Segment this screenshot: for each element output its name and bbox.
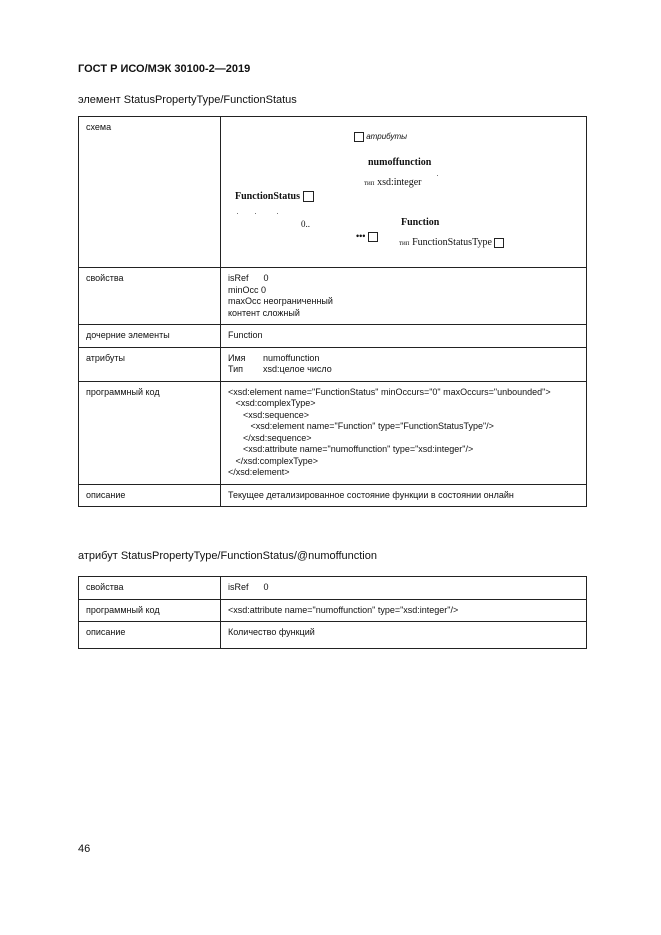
element-caption: элемент StatusPropertyType/FunctionStatus (78, 94, 297, 106)
element-node (235, 191, 314, 203)
element-box-icon (303, 191, 314, 202)
children-label: дочерние элементы (79, 325, 221, 348)
attributes-group (354, 131, 407, 143)
attr-type-value: xsd:integer (377, 177, 422, 188)
table-row (79, 622, 587, 649)
table-row (79, 347, 587, 381)
table-row (79, 381, 587, 484)
child-type-box-icon (494, 238, 504, 248)
table-row (79, 117, 587, 268)
desc-value: Количество функций (221, 622, 587, 649)
code-label: программный код (79, 381, 221, 484)
table-row (79, 599, 587, 622)
attributes-box-icon (354, 132, 364, 142)
attr-name: numoffunction (368, 157, 432, 168)
attrs-value: Имя numoffunction Тип xsd:целое число (221, 347, 587, 381)
schema-label: схема (79, 117, 221, 268)
sequence-group (356, 231, 378, 243)
table-row (79, 484, 587, 507)
code-label: программный код (79, 599, 221, 622)
schema-diagram (221, 117, 587, 268)
children-value: Function (221, 325, 587, 348)
element-name: FunctionStatus (235, 191, 301, 202)
props-value: isRef 0 (221, 577, 587, 600)
attr-type (364, 177, 422, 190)
props-label: свойства (79, 268, 221, 325)
desc-value: Текущее детализированное состояние функции в состоянии онлайн (221, 484, 587, 507)
table-row (79, 325, 587, 348)
child-name: Function (401, 217, 440, 228)
child-type (399, 237, 504, 250)
table-row (79, 577, 587, 600)
sequence-icon: ••• (356, 231, 366, 241)
child-type-value: FunctionStatusType (412, 237, 492, 248)
props-value: isRef 0 minOcc 0 maxOcc неограниченный контент сложный (221, 268, 587, 325)
attributes-label: атрибуты (366, 132, 408, 141)
speck (437, 175, 438, 176)
attribute-caption: атрибут StatusPropertyType/FunctionStatus/@numoffunction (78, 550, 377, 562)
child-type-label: тип (399, 239, 410, 247)
attribute-table (78, 576, 587, 649)
document-header: ГОСТ Р ИСО/МЭК 30100-2—2019 (78, 63, 251, 75)
props-label: свойства (79, 577, 221, 600)
desc-label: описание (79, 484, 221, 507)
speck (237, 213, 238, 214)
sequence-box-icon (368, 232, 378, 242)
page-number: 46 (78, 843, 91, 855)
table-row (79, 268, 587, 325)
speck (255, 213, 256, 214)
desc-label: описание (79, 622, 221, 649)
attr-type-label: тип (364, 179, 375, 187)
attrs-label: атрибуты (79, 347, 221, 381)
occurs-label: 0.. (301, 219, 310, 229)
code-value: <xsd:attribute name="numoffunction" type="xsd:integer"/> (221, 599, 587, 622)
element-table (78, 116, 587, 507)
speck (277, 213, 278, 214)
code-value: <xsd:element name="FunctionStatus" minOccurs="0" maxOccurs="unbounded"> <xsd:complexType> <xsd:sequence> <xsd:element name="Function" type="FunctionStatusType"/> </xsd:sequence> <xsd:attribute name="numoffunction" type="xsd:integer"/> </xsd:complexType> </xsd:element> (221, 381, 587, 484)
